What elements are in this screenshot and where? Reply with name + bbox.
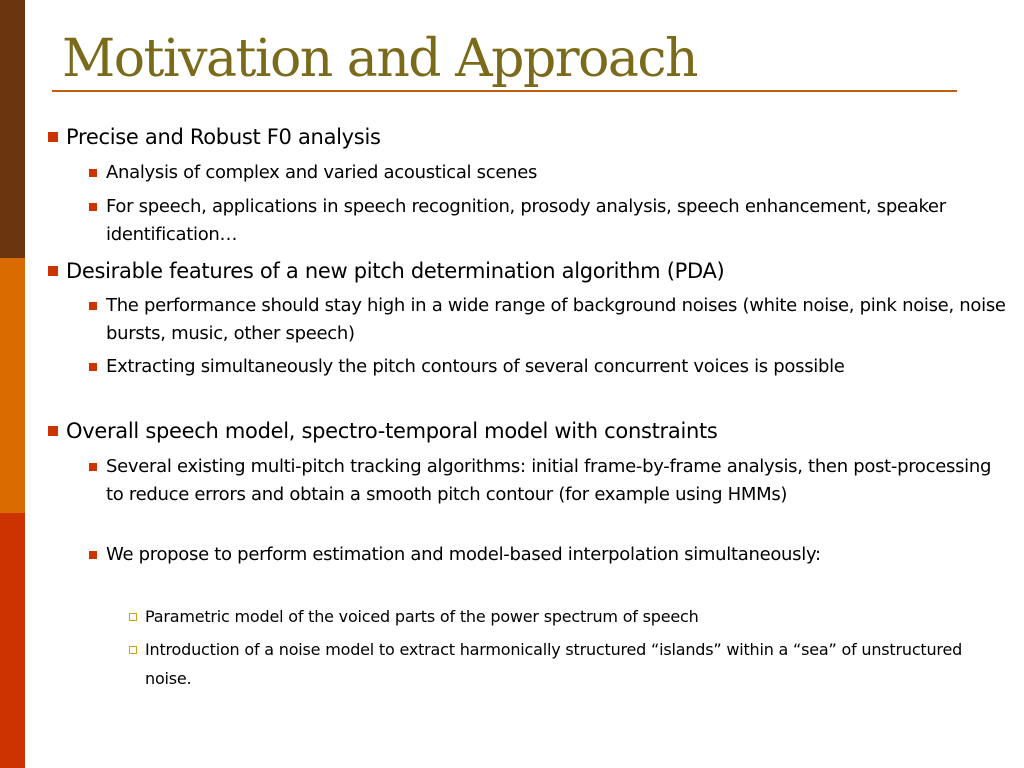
bullet-text: We propose to perform estimation and model-based interpolation simultaneously: (106, 544, 821, 565)
bullet-item-level-2 (106, 353, 1008, 381)
square-bullet-icon (48, 426, 58, 436)
square-bullet-icon (89, 463, 97, 471)
bullet-text: Analysis of complex and varied acoustical scenes (106, 162, 538, 183)
square-bullet-icon (48, 266, 58, 276)
bullet-text: The performance should stay high in a wide range of background noises (white noise, pink noise, noise bursts, music, other speech) (106, 295, 1006, 344)
bullet-text: Introduction of a noise model to extract harmonically structured “islands” within a “sea” of unstructured noise. (145, 640, 963, 688)
square-bullet-icon (89, 551, 97, 559)
bullet-text: For speech, applications in speech recognition, prosody analysis, speech enhancement, speaker identification… (106, 196, 946, 245)
bullet-item-level-2 (106, 159, 1008, 187)
bullet-item-level-1 (66, 417, 1006, 445)
bullet-item-level-3 (145, 602, 990, 631)
bullet-text: Parametric model of the voiced parts of the power spectrum of speech (145, 607, 699, 626)
bullet-item-level-2 (106, 193, 1008, 249)
bullet-item-level-1 (66, 257, 1006, 285)
bullet-text: Precise and Robust F0 analysis (66, 125, 381, 149)
bullet-text: Overall speech model, spectro-temporal model with constraints (66, 419, 718, 443)
square-bullet-icon (89, 169, 97, 177)
bullet-text: Several existing multi-pitch tracking algorithms: initial frame-by-frame analysis, then post-processing to reduce errors and obtain a smooth pitch contour (for example using HMMs) (106, 456, 992, 505)
square-bullet-icon (48, 132, 58, 142)
bullet-item-level-1 (66, 123, 1006, 151)
square-bullet-icon (89, 302, 97, 310)
bullet-item-level-2 (106, 541, 1008, 569)
bullet-item-level-2 (106, 453, 1008, 509)
bullet-text: Extracting simultaneously the pitch contours of several concurrent voices is possible (106, 356, 845, 377)
hollow-square-bullet-icon (129, 646, 137, 654)
slide-title: Motivation and Approach (62, 29, 698, 89)
bullet-item-level-2 (106, 292, 1008, 348)
hollow-square-bullet-icon (129, 613, 137, 621)
bullet-text: Desirable features of a new pitch determination algorithm (PDA) (66, 259, 725, 283)
square-bullet-icon (89, 363, 97, 371)
bullet-item-level-3 (145, 635, 990, 693)
square-bullet-icon (89, 203, 97, 211)
